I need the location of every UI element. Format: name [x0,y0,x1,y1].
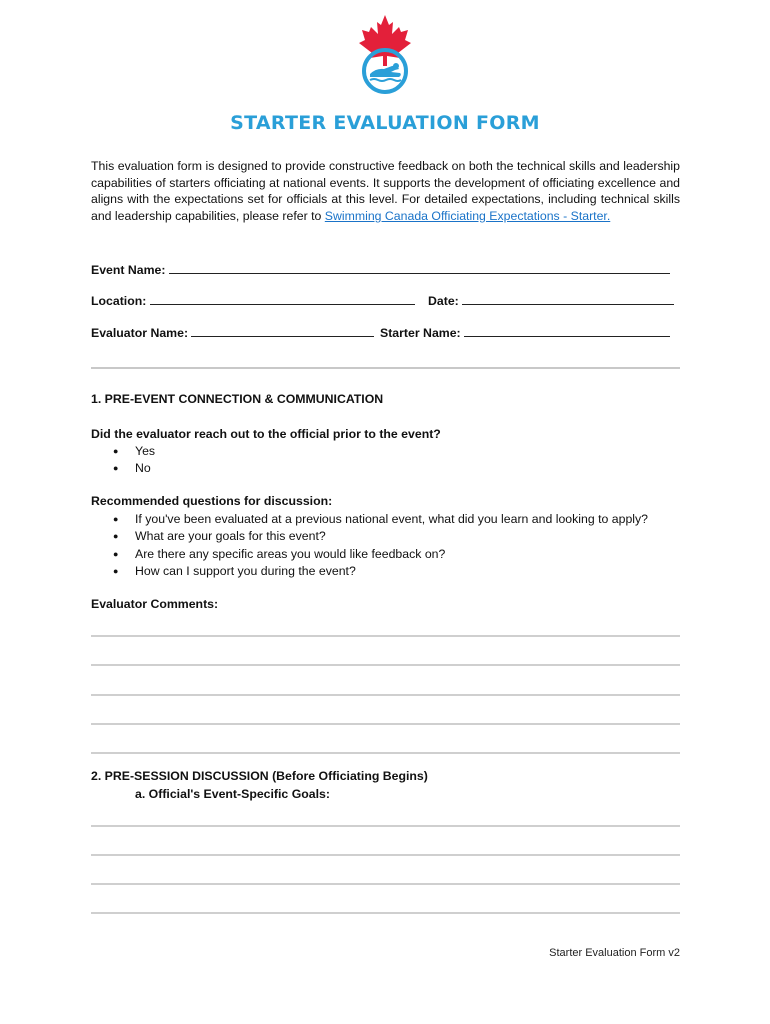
date-field[interactable] [428,293,674,308]
goal-line[interactable] [91,825,680,827]
intro-paragraph [91,158,680,224]
section-divider [91,367,680,369]
option-yes[interactable]: ● Yes [113,443,155,460]
swimming-canada-logo-icon [354,14,416,94]
goal-line[interactable] [91,912,680,914]
date-label: Date: [428,294,459,308]
list-item: ● What are your goals for this event? [113,528,648,545]
evaluator-comments-label: Evaluator Comments: [91,597,219,611]
starter-name-label: Starter Name: [380,326,461,340]
section-2-heading: 2. PRE-SESSION DISCUSSION (Before Officiating Begins) [91,769,428,783]
goal-line[interactable] [91,854,680,856]
recommended-heading: Recommended questions for discussion: [91,494,333,508]
evaluator-name-field[interactable] [91,325,374,340]
section-1-heading: 1. PRE-EVENT CONNECTION & COMMUNICATION [91,392,384,406]
starter-name-input[interactable] [464,325,670,337]
expectations-link[interactable]: Swimming Canada Officiating Expectations - Starter. [324,208,611,223]
list-item: ● Are there any specific areas you would like feedback on? [113,546,648,563]
evaluator-name-label: Evaluator Name: [91,326,189,340]
intro-text: This evaluation form is designed to provide constructive feedback on both the technical skills and leadership capabilities of starters officiating at national events. It supports the development of officiating excellence and aligns with the expectations set for officials at this level. For detailed expectations, including technical skills and leadership capabilities, please refer to [91,159,680,223]
contact-question: Did the evaluator reach out to the official prior to the event? [91,427,441,441]
event-name-label: Event Name: [91,263,166,277]
location-label: Location: [91,294,147,308]
list-item: ● How can I support you during the event? [113,563,648,580]
comment-line[interactable] [91,752,680,754]
event-name-input[interactable] [169,262,670,274]
comment-line[interactable] [91,635,680,637]
location-field[interactable] [91,293,415,308]
event-name-field[interactable] [91,262,670,277]
comment-line[interactable] [91,694,680,696]
option-no[interactable]: ● No [113,460,155,477]
list-item: ● If you've been evaluated at a previous national event, what did you learn and looking to apply? [113,511,648,528]
contact-options [113,443,155,478]
section-2-subheading: a. Official's Event-Specific Goals: [135,787,330,801]
comment-line[interactable] [91,664,680,666]
footer-version: Starter Evaluation Form v2 [549,947,680,959]
date-input[interactable] [462,293,674,305]
location-input[interactable] [150,293,415,305]
recommended-list [113,511,648,581]
page-title: STARTER EVALUATION FORM [230,112,540,134]
starter-name-field[interactable] [380,325,670,340]
goal-line[interactable] [91,883,680,885]
evaluator-name-input[interactable] [191,325,374,337]
comment-line[interactable] [91,723,680,725]
